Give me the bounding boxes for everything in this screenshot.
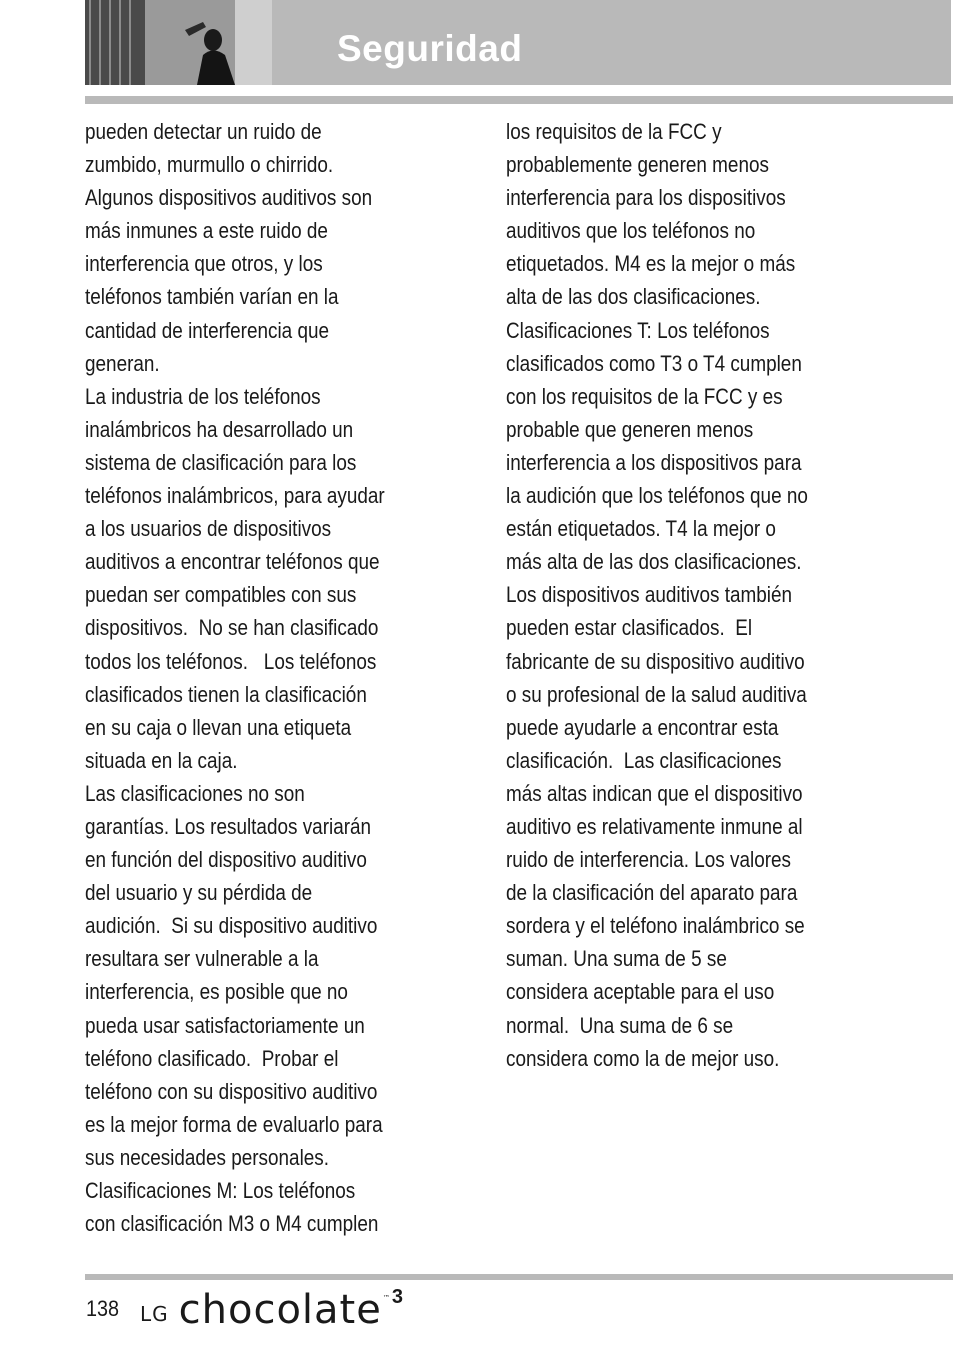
text-line: Los dispositivos auditivos también <box>506 582 793 608</box>
text-column-left <box>85 115 453 1240</box>
text-line: Algunos dispositivos auditivos son <box>85 185 373 211</box>
brand-logo <box>140 1282 403 1333</box>
brand-prefix: LG <box>140 1302 169 1326</box>
text-line: más inmunes a este ruido de <box>85 218 328 244</box>
text-line: etiquetados. M4 es la mejor o más <box>506 251 796 277</box>
text-line: clasificados como T3 o T4 cumplen <box>506 350 802 376</box>
text-line: Las clasificaciones no son <box>85 780 305 806</box>
text-line: clasificados tienen la clasificación <box>85 681 367 707</box>
text-line: teléfonos también varían en la <box>85 284 339 310</box>
text-line: Clasificaciones T: Los teléfonos <box>506 317 770 343</box>
text-line: auditivos que los teléfonos no <box>506 218 756 244</box>
brand-trademark: ™ <box>382 1294 390 1302</box>
text-line: pueden estar clasificados. El <box>506 615 753 641</box>
text-line: más altas indican que el dispositivo <box>506 780 803 806</box>
text-line: sus necesidades personales. <box>85 1144 330 1170</box>
text-line: probablemente generen menos <box>506 152 769 178</box>
text-line: sistema de clasificación para los <box>85 449 357 475</box>
text-line: zumbido, murmullo o chirrido. <box>85 152 334 178</box>
text-line: dispositivos. No se han clasificado <box>85 615 379 641</box>
text-line: probable que generen menos <box>506 416 754 442</box>
text-line: auditivos a encontrar teléfonos que <box>85 549 380 575</box>
text-line: La industria de los teléfonos <box>85 383 321 409</box>
text-line: puedan ser compatibles con sus <box>85 582 357 608</box>
text-line: con clasificación M3 o M4 cumplen <box>85 1211 379 1237</box>
brand-version: 3 <box>391 1286 403 1308</box>
text-line: interferencia que otros, y los <box>85 251 323 277</box>
text-line: clasificación. Las clasificaciones <box>506 747 782 773</box>
text-line: o su profesional de la salud auditiva <box>506 681 807 707</box>
text-line: a los usuarios de dispositivos <box>85 516 332 542</box>
header-divider <box>85 96 953 104</box>
text-line: pueden detectar un ruido de <box>85 119 322 144</box>
text-line: de la clasificación del aparato para <box>506 880 798 906</box>
text-line: cantidad de interferencia que <box>85 317 330 343</box>
text-line: interferencia a los dispositivos para <box>506 449 802 475</box>
text-line: es la mejor forma de evaluarlo para <box>85 1111 383 1137</box>
text-line: la audición que los teléfonos que no <box>506 483 808 509</box>
text-line: están etiquetados. T4 la mejor o <box>506 516 776 542</box>
page-title: Seguridad <box>337 28 523 69</box>
text-line: puede ayudarle a encontrar esta <box>506 714 779 740</box>
text-line: inalámbricos ha desarrollado un <box>85 416 354 442</box>
text-line: teléfonos inalámbricos, para ayudar <box>85 483 385 509</box>
text-line: con los requisitos de la FCC y es <box>506 383 783 409</box>
text-line: pueda usar satisfactoriamente un <box>85 1012 365 1038</box>
text-line: interferencia, es posible que no <box>85 979 348 1005</box>
text-line: en su caja o llevan una etiqueta <box>85 714 352 740</box>
page-number: 138 <box>86 1296 120 1321</box>
text-line: todos los teléfonos. Los teléfonos <box>85 648 377 674</box>
text-line: del usuario y su pérdida de <box>85 880 313 906</box>
text-line: teléfono clasificado. Probar el <box>85 1045 339 1071</box>
text-line: Clasificaciones M: Los teléfonos <box>85 1178 356 1203</box>
text-line: situada en la caja. <box>85 747 238 773</box>
text-line: sordera y el teléfono inalámbrico se <box>506 913 805 939</box>
text-line: audición. Si su dispositivo auditivo <box>85 913 378 939</box>
text-line: considera como la de mejor uso. <box>506 1045 780 1071</box>
text-line: garantías. Los resultados variarán <box>85 813 372 839</box>
text-line: resultara ser vulnerable a la <box>85 946 319 972</box>
person-photo-icon <box>85 0 272 85</box>
text-line: auditivo es relativamente inmune al <box>506 813 803 839</box>
text-line: fabricante de su dispositivo auditivo <box>506 648 805 674</box>
text-line: alta de las dos clasificaciones. <box>506 284 761 310</box>
text-line: considera aceptable para el uso <box>506 979 775 1005</box>
text-line: más alta de las dos clasificaciones. <box>506 549 802 575</box>
footer-divider <box>85 1274 953 1280</box>
text-line: ruido de interferencia. Los valores <box>506 847 792 873</box>
text-line: teléfono con su dispositivo auditivo <box>85 1078 378 1104</box>
text-column-right <box>506 115 874 1075</box>
text-line: suman. Una suma de 5 se <box>506 946 727 972</box>
text-line: los requisitos de la FCC y <box>506 119 722 144</box>
text-line: generan. <box>85 350 160 376</box>
text-line: interferencia para los dispositivos <box>506 185 786 211</box>
text-line: en función del dispositivo auditivo <box>85 847 367 873</box>
text-line: normal. Una suma de 6 se <box>506 1012 734 1038</box>
brand-name: chocolate <box>178 1287 382 1333</box>
